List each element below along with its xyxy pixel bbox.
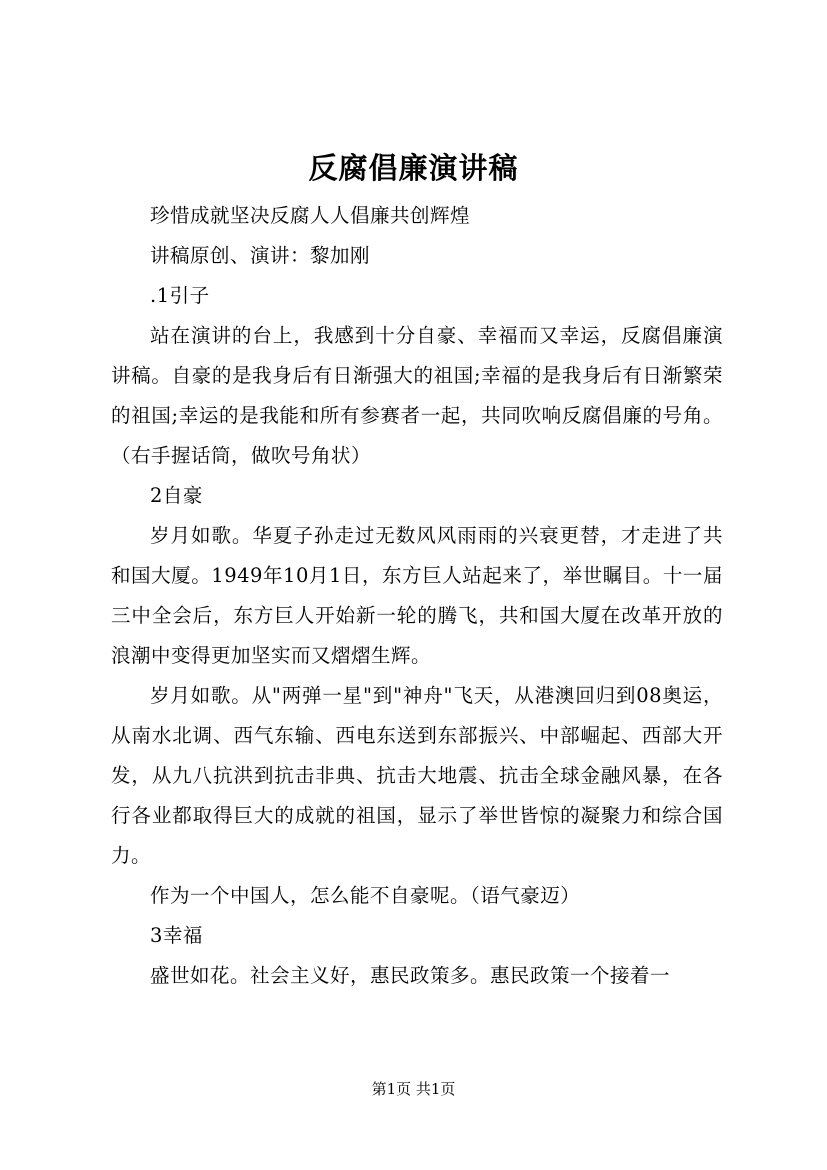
document-title: 反腐倡廉演讲稿 [308, 151, 519, 185]
document-body [111, 196, 723, 996]
body-paragraph: 站在演讲的台上，我感到十分自豪、幸福而又幸运，反腐倡廉演讲稿。自豪的是我身后有日渐强大的祖国;幸福的是我身后有日渐繁荣的祖国;幸运的是我能和所有参赛者一起，共同吹响反腐倡廉的号角。（右手握话筒，做吹号角状） [111, 324, 723, 467]
subtitle-paragraph: 珍惜成就坚决反腐人人倡廉共创辉煌 [150, 204, 471, 227]
section-heading-intro: .1引子 [150, 284, 210, 307]
author-paragraph: 讲稿原创、演讲：黎加刚 [150, 244, 371, 267]
body-paragraph: 盛世如花。社会主义好，惠民政策多。惠民政策一个接着一 [150, 964, 671, 987]
body-paragraph: 岁月如歌。从"两弹一星"到"神舟"飞天，从港澳回归到08奥运，从南水北调、西气东输、西电东送到东部振兴、中部崛起、西部大开发，从九八抗洪到抗击非典、抗击大地震、抗击全球金融风暴，在各行各业都取得巨大的成就的祖国，显示了举世皆惊的凝聚力和综合国力。 [111, 684, 723, 867]
section-heading-happiness: 3幸福 [150, 924, 203, 947]
page-footer: 第1页 共1页 [371, 1080, 456, 1098]
body-paragraph: 作为一个中国人，怎么能不自豪呢。（语气豪迈） [150, 884, 581, 907]
section-heading-pride: 2自豪 [150, 484, 203, 507]
body-paragraph: 岁月如歌。华夏子孙走过无数风风雨雨的兴衰更替，才走进了共和国大厦。1949年10月1日，东方巨人站起来了，举世瞩目。十一届三中全会后，东方巨人开始新一轮的腾飞，共和国大厦在改革开放的浪潮中变得更加坚实而又熠熠生辉。 [111, 524, 723, 667]
